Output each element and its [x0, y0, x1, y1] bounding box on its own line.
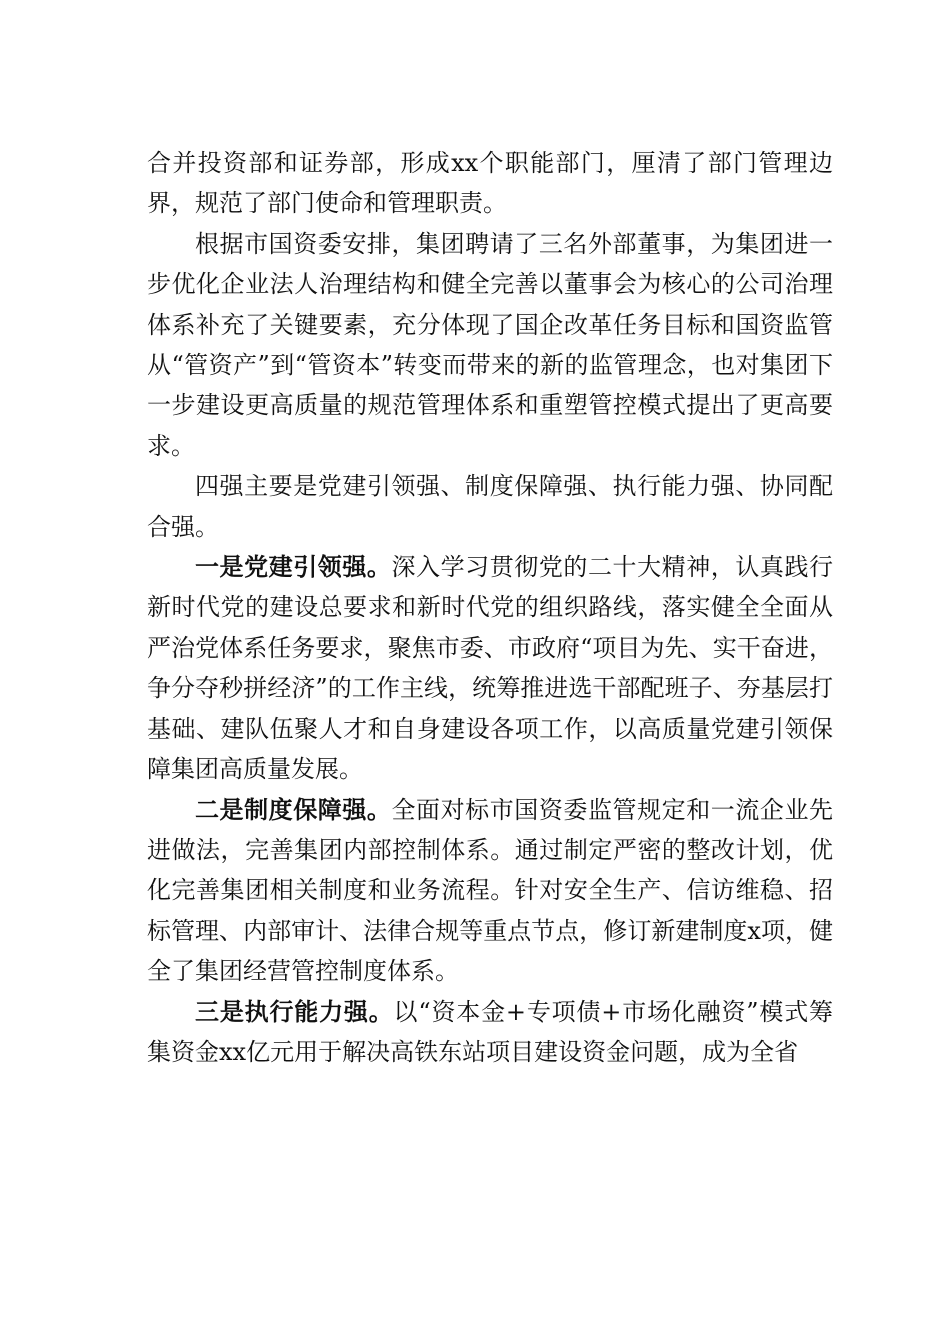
paragraph-external-directors — [147, 224, 833, 466]
paragraph-four-strengths — [147, 466, 833, 547]
paragraph-text: 深入学习贯彻党的二十大精神，认真践行新时代党的建设总要求和新时代党的组织路线，落实健全全面从严治党体系任务要求，聚焦市委、市政府“项目为先、实干奋进，争分夺秒拼经济”的工作主线，统筹推进选干部配班子、夯基层打基础、建队伍聚人才和自身建设各项工作，以高质量党建引领保障集团高质量发展。 — [147, 553, 834, 784]
paragraph-text: 以“资本金+专项债+市场化融资”模式筹集资金xx亿元用于解决高铁东站项目建设资金问题，成为全省 — [147, 997, 834, 1066]
paragraph-department-merge — [147, 143, 833, 224]
paragraph-text: 合并投资部和证券部，形成xx个职能部门，厘清了部门管理边界，规范了部门使命和管理职责。 — [147, 149, 833, 218]
paragraph-lead-heading: 一是党建引领强。 — [195, 552, 392, 582]
paragraph-system-guarantee — [147, 790, 833, 992]
paragraph-text: 根据市国资委安排，集团聘请了三名外部董事，为集团进一步优化企业法人治理结构和健全完善以董事会为核心的公司治理体系补充了关键要素，充分体现了国企改革任务目标和国资监管从“管资产”到“管资本”转变而带来的新的监管理念，也对集团下一步建设更高质量的规范管理体系和重塑管控模式提出了更高要求。 — [147, 229, 833, 460]
paragraph-party-building — [147, 547, 833, 789]
paragraph-text: 全面对标市国资委监管规定和一流企业先进做法，完善集团内部控制体系。通过制定严密的整改计划，优化完善集团相关制度和业务流程。针对安全生产、信访维稳、招标管理、内部审计、法律合规等重点节点，修订新建制度x项，健全了集团经营管控制度体系。 — [147, 795, 834, 986]
document-body — [147, 143, 833, 1072]
paragraph-text: 四强主要是党建引领强、制度保障强、执行能力强、协同配合强。 — [147, 472, 833, 541]
paragraph-lead-heading: 三是执行能力强。 — [195, 996, 394, 1026]
paragraph-lead-heading: 二是制度保障强。 — [195, 794, 392, 824]
paragraph-execution-capability — [147, 992, 833, 1073]
